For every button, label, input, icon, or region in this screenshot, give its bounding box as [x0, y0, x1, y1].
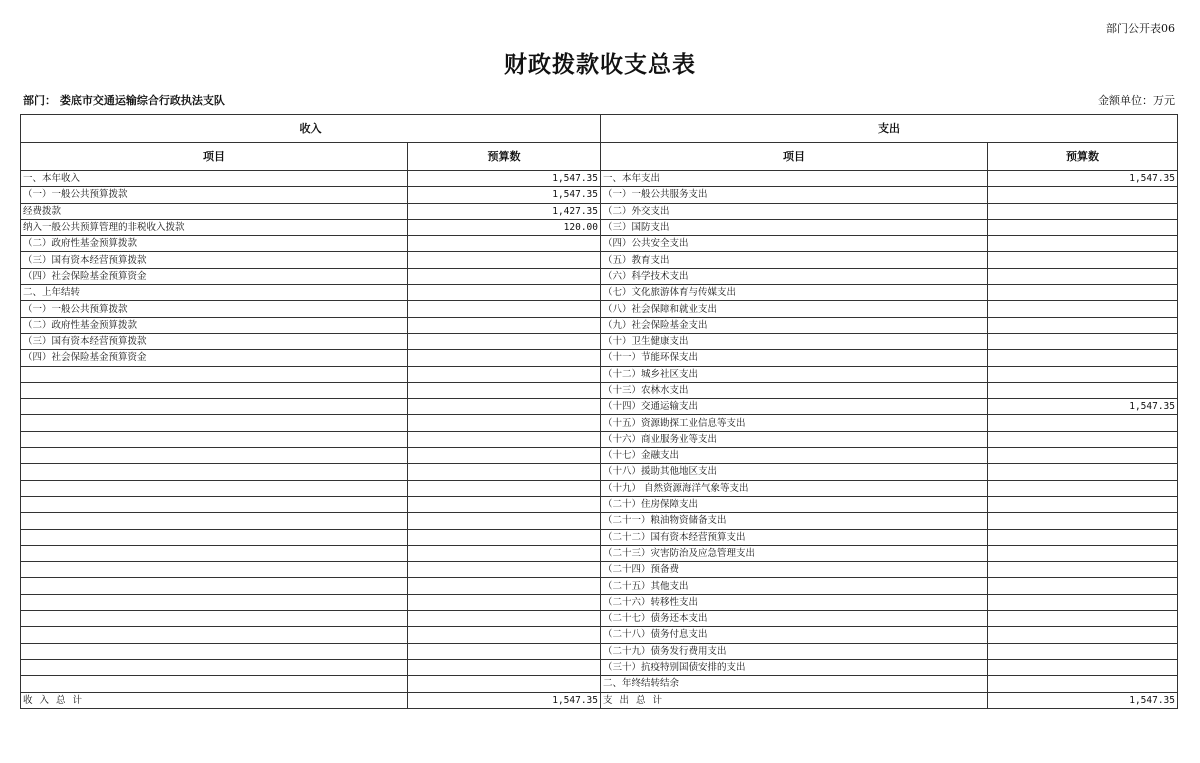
expense-value-cell: [988, 496, 1178, 512]
table-row: [21, 301, 1178, 317]
table-row: [21, 366, 1178, 382]
income-value-cell: [408, 285, 601, 301]
table-row: [21, 285, 1178, 301]
table-row: [21, 562, 1178, 578]
income-value-cell: [408, 594, 601, 610]
table-row: [21, 317, 1178, 333]
expense-item-cell: （二十四）预备费: [601, 562, 988, 578]
expense-total-label: 支 出 总 计: [601, 692, 988, 708]
expense-item-cell: （十六）商业服务业等支出: [601, 431, 988, 447]
expense-item-header: 项目: [601, 143, 988, 171]
expense-value-cell: [988, 252, 1178, 268]
income-value-cell: [408, 496, 601, 512]
expense-value-cell: [988, 333, 1178, 349]
income-item-cell: [21, 594, 408, 610]
expense-item-cell: （二十）住房保障支出: [601, 496, 988, 512]
expense-value-cell: [988, 236, 1178, 252]
income-item-cell: [21, 382, 408, 398]
income-value-cell: 1,547.35: [408, 187, 601, 203]
table-row: [21, 464, 1178, 480]
income-item-cell: [21, 496, 408, 512]
income-item-cell: [21, 513, 408, 529]
income-item-cell: [21, 578, 408, 594]
table-row: [21, 431, 1178, 447]
table-row: [21, 676, 1178, 692]
income-item-cell: （四）社会保险基金预算资金: [21, 350, 408, 366]
expense-value-cell: [988, 659, 1178, 675]
expense-item-cell: （二十三）灾害防治及应急管理支出: [601, 545, 988, 561]
income-item-cell: （一）一般公共预算拨款: [21, 301, 408, 317]
table-row: [21, 399, 1178, 415]
expense-value-cell: [988, 317, 1178, 333]
income-value-cell: [408, 562, 601, 578]
income-value-cell: [408, 545, 601, 561]
income-item-cell: [21, 643, 408, 659]
income-section-header: 收入: [21, 115, 601, 143]
expense-value-cell: [988, 464, 1178, 480]
income-item-cell: 一、本年收入: [21, 171, 408, 187]
header-row-sections: [21, 115, 1178, 143]
expense-budget-header: 预算数: [988, 143, 1178, 171]
income-item-cell: （三）国有资本经营预算拨款: [21, 333, 408, 349]
expense-item-cell: （二十六）转移性支出: [601, 594, 988, 610]
income-value-cell: [408, 399, 601, 415]
income-value-cell: [408, 627, 601, 643]
expense-item-cell: （二十八）债务付息支出: [601, 627, 988, 643]
expense-item-cell: （十七）金融支出: [601, 448, 988, 464]
income-item-cell: [21, 480, 408, 496]
income-value-cell: [408, 317, 601, 333]
expense-value-cell: [988, 285, 1178, 301]
income-item-cell: 二、上年结转: [21, 285, 408, 301]
expense-value-cell: 1,547.35: [988, 399, 1178, 415]
income-item-cell: 纳入一般公共预算管理的非税收入拨款: [21, 219, 408, 235]
department-label: 部门： 娄底市交通运输综合行政执法支队: [23, 94, 225, 107]
table-row: [21, 611, 1178, 627]
expense-item-cell: （二十一）粮油物资储备支出: [601, 513, 988, 529]
income-item-header: 项目: [21, 143, 408, 171]
income-item-cell: （二）政府性基金预算拨款: [21, 236, 408, 252]
income-value-cell: [408, 268, 601, 284]
income-budget-header: 预算数: [408, 143, 601, 171]
income-value-cell: [408, 431, 601, 447]
income-value-cell: 1,547.35: [408, 171, 601, 187]
income-item-cell: [21, 399, 408, 415]
table-row: [21, 627, 1178, 643]
expense-section-header: 支出: [601, 115, 1178, 143]
income-value-cell: [408, 382, 601, 398]
budget-table: [20, 114, 1178, 709]
income-item-cell: （二）政府性基金预算拨款: [21, 317, 408, 333]
income-item-cell: （三）国有资本经营预算拨款: [21, 252, 408, 268]
income-value-cell: [408, 333, 601, 349]
expense-value-cell: [988, 301, 1178, 317]
expense-value-cell: [988, 480, 1178, 496]
income-value-cell: [408, 480, 601, 496]
income-value-cell: [408, 236, 601, 252]
income-item-cell: [21, 611, 408, 627]
table-row: [21, 545, 1178, 561]
expense-item-cell: （三）国防支出: [601, 219, 988, 235]
table-row: [21, 252, 1178, 268]
table-row: [21, 659, 1178, 675]
expense-item-cell: （十九） 自然资源海洋气象等支出: [601, 480, 988, 496]
expense-value-cell: [988, 431, 1178, 447]
expense-item-cell: （一）一般公共服务支出: [601, 187, 988, 203]
income-value-cell: [408, 676, 601, 692]
expense-value-cell: [988, 676, 1178, 692]
expense-value-cell: [988, 448, 1178, 464]
form-number: 部门公开表06: [1106, 22, 1175, 35]
expense-value-cell: 1,547.35: [988, 171, 1178, 187]
income-value-cell: [408, 513, 601, 529]
header-row-columns: [21, 143, 1178, 171]
income-value-cell: [408, 448, 601, 464]
expense-value-cell: [988, 562, 1178, 578]
income-item-cell: [21, 659, 408, 675]
expense-value-cell: [988, 219, 1178, 235]
income-value-cell: [408, 252, 601, 268]
income-total-label: 收 入 总 计: [21, 692, 408, 708]
expense-total-value: 1,547.35: [988, 692, 1178, 708]
expense-item-cell: （四）公共安全支出: [601, 236, 988, 252]
table-row: [21, 350, 1178, 366]
expense-value-cell: [988, 268, 1178, 284]
expense-item-cell: （二十二）国有资本经营预算支出: [601, 529, 988, 545]
expense-item-cell: （六）科学技术支出: [601, 268, 988, 284]
income-value-cell: [408, 611, 601, 627]
expense-item-cell: （十四）交通运输支出: [601, 399, 988, 415]
expense-value-cell: [988, 643, 1178, 659]
table-row: [21, 236, 1178, 252]
income-item-cell: [21, 366, 408, 382]
expense-item-cell: （二十五）其他支出: [601, 578, 988, 594]
table-row: [21, 529, 1178, 545]
expense-item-cell: （七）文化旅游体育与传媒支出: [601, 285, 988, 301]
income-value-cell: [408, 301, 601, 317]
expense-value-cell: [988, 513, 1178, 529]
expense-item-cell: （二十七）债务还本支出: [601, 611, 988, 627]
table-row: [21, 268, 1178, 284]
expense-item-cell: （十）卫生健康支出: [601, 333, 988, 349]
page-title: 财政拨款收支总表: [504, 51, 696, 78]
income-value-cell: [408, 415, 601, 431]
income-value-cell: [408, 350, 601, 366]
income-item-cell: [21, 676, 408, 692]
expense-item-cell: （二）外交支出: [601, 203, 988, 219]
table-row: [21, 480, 1178, 496]
expense-item-cell: 二、年终结转结余: [601, 676, 988, 692]
expense-item-cell: （三十）抗疫特别国债安排的支出: [601, 659, 988, 675]
table-body: [21, 171, 1178, 693]
income-value-cell: [408, 464, 601, 480]
expense-value-cell: [988, 382, 1178, 398]
table-row: [21, 578, 1178, 594]
expense-item-cell: （十二）城乡社区支出: [601, 366, 988, 382]
table-row: [21, 415, 1178, 431]
expense-value-cell: [988, 545, 1178, 561]
totals-row: [21, 692, 1178, 708]
income-value-cell: [408, 578, 601, 594]
income-value-cell: [408, 529, 601, 545]
table-row: [21, 448, 1178, 464]
income-value-cell: [408, 659, 601, 675]
income-item-cell: 经费拨款: [21, 203, 408, 219]
income-value-cell: 1,427.35: [408, 203, 601, 219]
income-item-cell: （一）一般公共预算拨款: [21, 187, 408, 203]
expense-value-cell: [988, 415, 1178, 431]
expense-item-cell: （十三）农林水支出: [601, 382, 988, 398]
income-item-cell: （四）社会保险基金预算资金: [21, 268, 408, 284]
income-item-cell: [21, 464, 408, 480]
expense-item-cell: （八）社会保障和就业支出: [601, 301, 988, 317]
table-row: [21, 594, 1178, 610]
table-row: [21, 643, 1178, 659]
expense-value-cell: [988, 594, 1178, 610]
table-row: [21, 187, 1178, 203]
income-item-cell: [21, 529, 408, 545]
income-value-cell: [408, 366, 601, 382]
income-item-cell: [21, 415, 408, 431]
table-row: [21, 333, 1178, 349]
income-item-cell: [21, 448, 408, 464]
table-row: [21, 382, 1178, 398]
expense-item-cell: 一、本年支出: [601, 171, 988, 187]
income-item-cell: [21, 562, 408, 578]
expense-value-cell: [988, 627, 1178, 643]
expense-item-cell: （十八）援助其他地区支出: [601, 464, 988, 480]
expense-item-cell: （十一）节能环保支出: [601, 350, 988, 366]
income-total-value: 1,547.35: [408, 692, 601, 708]
table-row: [21, 171, 1178, 187]
amount-unit: 金额单位：万元: [1098, 94, 1175, 107]
expense-value-cell: [988, 350, 1178, 366]
table-row: [21, 219, 1178, 235]
income-item-cell: [21, 545, 408, 561]
table-row: [21, 496, 1178, 512]
expense-value-cell: [988, 529, 1178, 545]
table-row: [21, 203, 1178, 219]
expense-item-cell: （五）教育支出: [601, 252, 988, 268]
expense-item-cell: （二十九）债务发行费用支出: [601, 643, 988, 659]
income-item-cell: [21, 431, 408, 447]
expense-value-cell: [988, 203, 1178, 219]
expense-value-cell: [988, 187, 1178, 203]
expense-value-cell: [988, 611, 1178, 627]
expense-value-cell: [988, 578, 1178, 594]
table-row: [21, 513, 1178, 529]
income-item-cell: [21, 627, 408, 643]
expense-item-cell: （十五）资源勘探工业信息等支出: [601, 415, 988, 431]
income-value-cell: 120.00: [408, 219, 601, 235]
expense-item-cell: （九）社会保险基金支出: [601, 317, 988, 333]
expense-value-cell: [988, 366, 1178, 382]
income-value-cell: [408, 643, 601, 659]
